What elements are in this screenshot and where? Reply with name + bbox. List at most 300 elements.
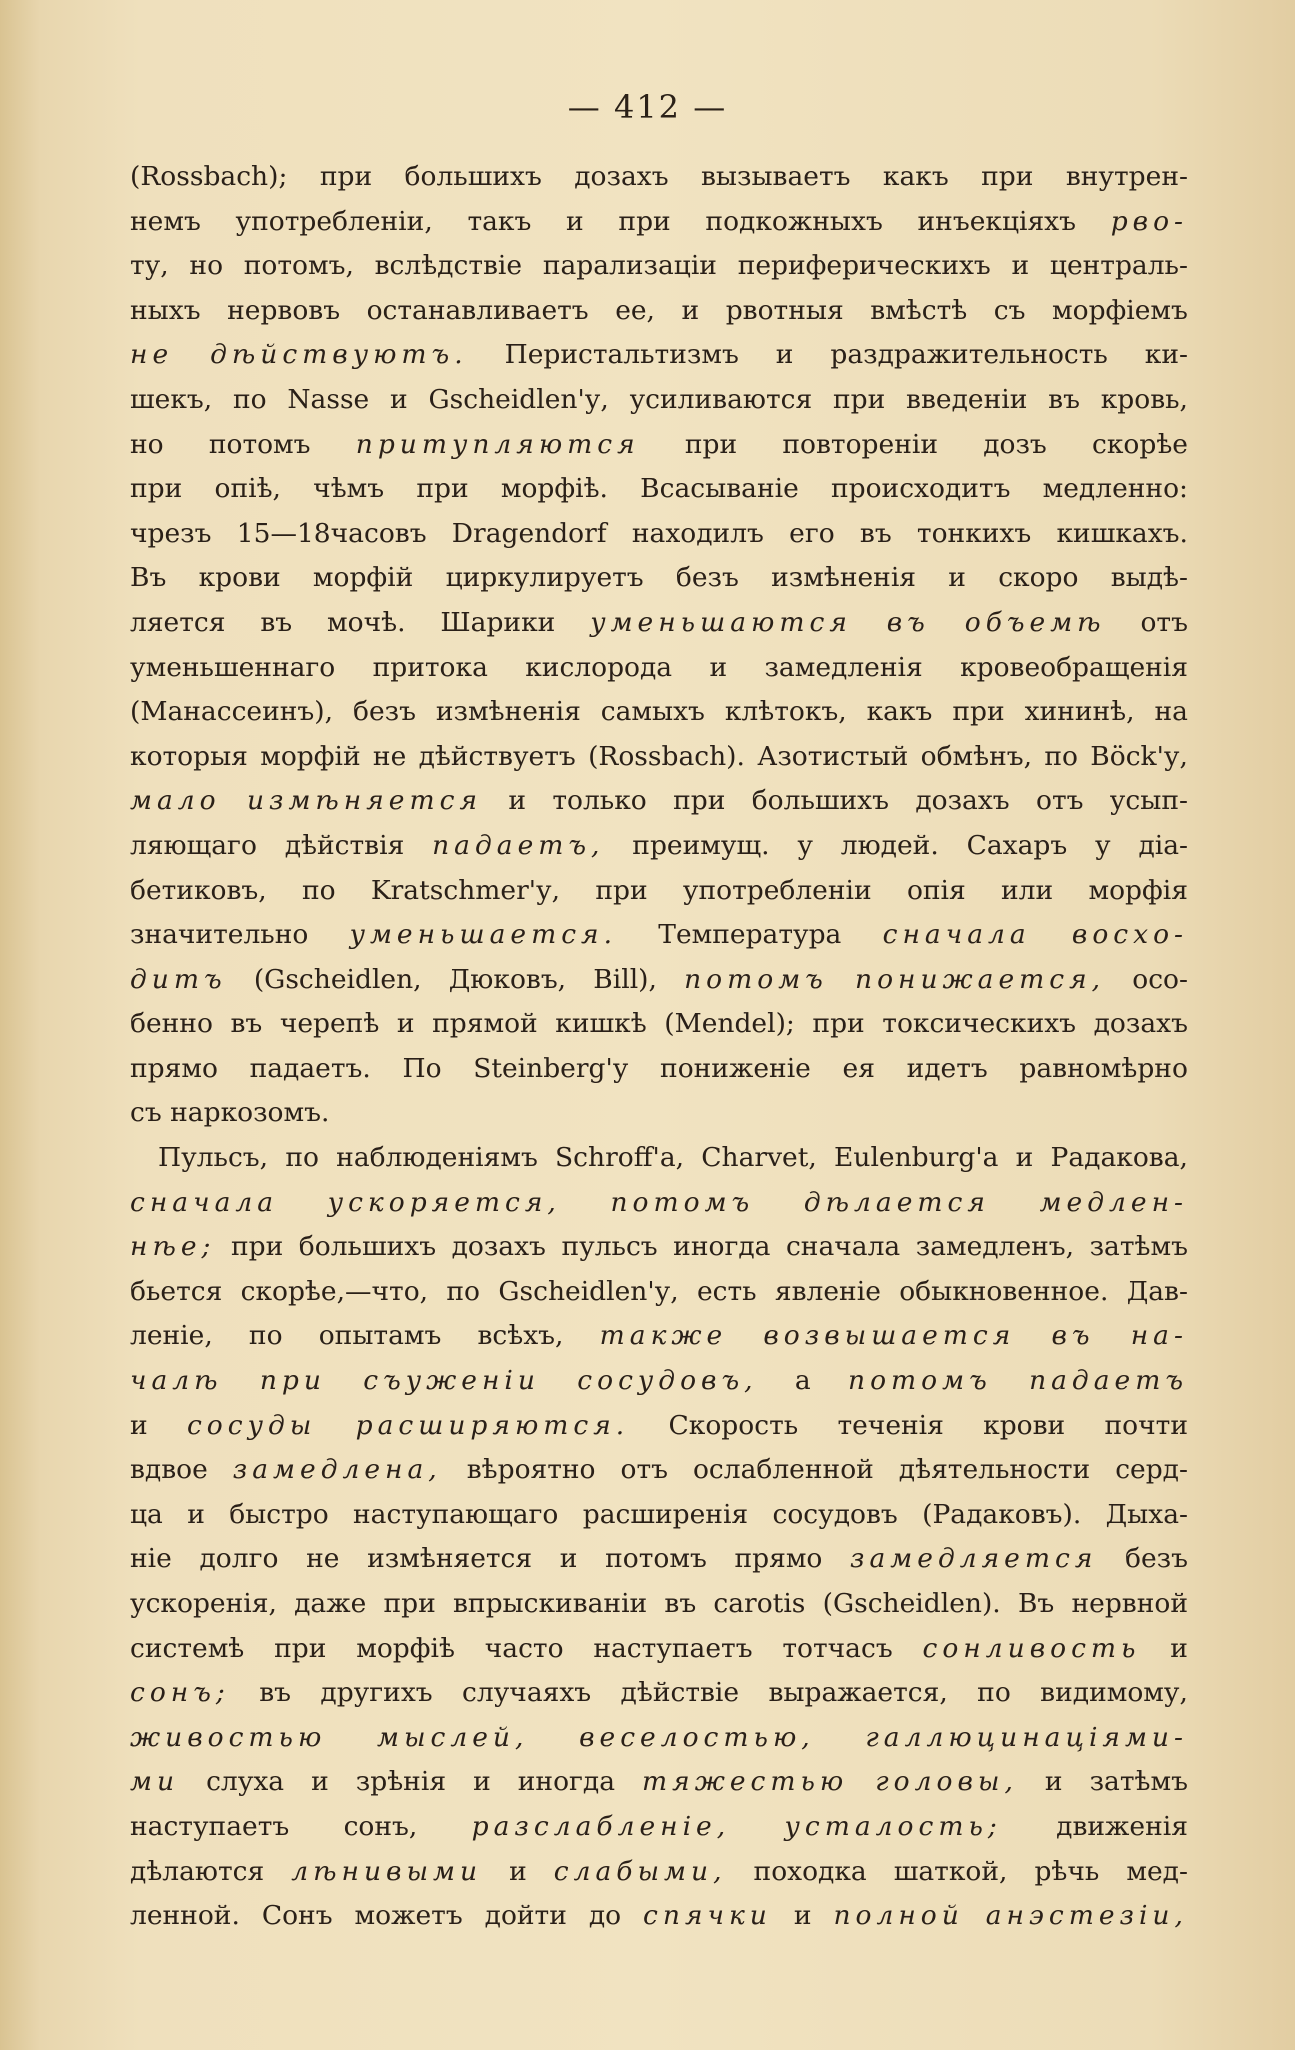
text-line — [130, 1671, 1188, 1716]
word: раздражительность — [830, 339, 1108, 371]
text-line — [130, 289, 1188, 334]
word: наступаетъ — [593, 1632, 753, 1664]
word: большихъ — [298, 1231, 437, 1263]
word: сначала — [785, 1231, 901, 1263]
word: шекъ, — [130, 383, 213, 415]
word: преимущ. — [632, 829, 770, 861]
word: по — [1044, 740, 1078, 772]
spaced-emphasis-word: усталость; — [784, 1810, 1002, 1842]
word: пульсъ — [561, 1231, 658, 1263]
word: вѣроятно — [466, 1454, 596, 1486]
text-line — [130, 779, 1188, 824]
word: ослабленной — [692, 1454, 874, 1486]
spaced-emphasis-word: при — [259, 1365, 326, 1397]
word: Перистальтизмъ — [504, 339, 739, 371]
word: по — [232, 383, 267, 415]
spaced-emphasis-word: замедлена, — [232, 1454, 442, 1486]
spaced-emphasis-word: потомъ — [610, 1186, 755, 1218]
spaced-emphasis-word: уменьшается. — [349, 919, 618, 951]
word: хининѣ, — [1024, 696, 1135, 728]
word: ныхъ — [130, 294, 201, 326]
word: вызываетъ — [701, 161, 851, 192]
word: у — [1095, 829, 1111, 861]
word: наступающаго — [353, 1498, 559, 1530]
word: серд- — [1115, 1454, 1188, 1486]
word: Gscheidlen'у, — [428, 383, 609, 415]
word: (Gscheidlen). — [822, 1588, 1001, 1619]
word: въ — [259, 1677, 292, 1709]
word: и — [1044, 1766, 1063, 1798]
word: по — [285, 1142, 319, 1174]
word: кишкѣ — [555, 1008, 647, 1040]
word: пониженіе — [660, 1052, 811, 1084]
word: морфій — [312, 562, 414, 594]
word: сосудовъ — [772, 1498, 898, 1530]
word: (Rossbach). — [588, 740, 745, 772]
word: Bill), — [593, 963, 657, 995]
text-line — [130, 1314, 1188, 1359]
word: дѣятельности — [898, 1454, 1091, 1486]
word: по — [248, 1320, 283, 1352]
word: употребленіи, — [235, 205, 433, 237]
word: морфіѣ. — [500, 473, 608, 505]
word: внутрен- — [1065, 161, 1188, 192]
word: дѣйствіе — [620, 1677, 740, 1709]
word: людей. — [840, 829, 939, 861]
word: carotis — [713, 1588, 806, 1619]
word: и — [775, 339, 794, 371]
word: тотчасъ — [782, 1632, 893, 1664]
word: по — [446, 1275, 481, 1307]
word: Kratschmer'у, — [370, 874, 561, 906]
word: при — [684, 428, 738, 460]
spaced-emphasis-word: ускоряется, — [327, 1186, 561, 1218]
word: кишкахъ. — [1056, 517, 1188, 549]
word: слуха — [206, 1766, 285, 1798]
word: до — [588, 1900, 622, 1932]
word: Температура — [658, 919, 842, 951]
word: впрыскиваніи — [452, 1588, 648, 1619]
text-line — [130, 1225, 1188, 1270]
word: долго — [199, 1543, 279, 1575]
word: въ — [260, 606, 293, 638]
word: находилъ — [631, 517, 764, 549]
word: инъекціяхъ — [917, 205, 1076, 237]
word: периферическихъ — [737, 250, 991, 282]
word: въ — [230, 1008, 263, 1040]
spaced-emphasis-word: падаетъ — [1029, 1365, 1188, 1397]
word: тонкихъ — [916, 517, 1032, 549]
spaced-emphasis-word: нѣе; — [130, 1231, 216, 1263]
word: черепѣ — [279, 1008, 380, 1040]
spaced-emphasis-word: дѣйствуютъ. — [210, 339, 468, 371]
word: употребленіи — [682, 874, 872, 906]
text-line — [130, 1582, 1188, 1627]
word: Въ — [1017, 1588, 1055, 1619]
text-line — [130, 333, 1188, 378]
word: Nasse — [287, 383, 370, 415]
word: вдвое — [130, 1454, 208, 1486]
word: вмѣстѣ — [870, 294, 968, 326]
word: мочѣ. — [327, 606, 406, 638]
word: часто — [484, 1632, 564, 1664]
word: даже — [294, 1588, 367, 1619]
spaced-emphasis-word: разслабленіе, — [471, 1810, 731, 1842]
word: Въ — [130, 562, 167, 594]
word: усиливаются — [629, 383, 813, 415]
text-line — [130, 155, 1188, 200]
text-line — [130, 1850, 1188, 1895]
text-line — [130, 1359, 1188, 1404]
text-line — [130, 1894, 1188, 1939]
word: какъ — [882, 161, 949, 192]
word: и — [1170, 1632, 1188, 1664]
word: морфія — [1088, 874, 1188, 906]
word: скоро — [998, 562, 1079, 594]
spaced-emphasis-word: медлен- — [1039, 1186, 1188, 1218]
text-line — [130, 1493, 1188, 1538]
word: обмѣнъ, — [920, 740, 1033, 772]
spaced-emphasis-word: ми — [130, 1766, 180, 1798]
word: (Манассеинъ), — [130, 696, 334, 728]
word: наступаетъ — [130, 1810, 290, 1842]
word: дѣйствія — [284, 829, 405, 861]
word: при — [319, 161, 373, 192]
word: дозахъ — [1093, 1008, 1188, 1040]
word: кислорода — [525, 651, 673, 683]
word: большихъ — [404, 161, 542, 192]
word: нервной — [1071, 1588, 1188, 1619]
word: при — [274, 1632, 327, 1664]
word: при — [130, 473, 183, 505]
spaced-emphasis-word: слабыми, — [553, 1855, 727, 1887]
word: немъ — [130, 205, 201, 237]
text-line — [130, 1627, 1188, 1672]
word: измѣненія — [435, 696, 581, 728]
word: сонъ, — [343, 1810, 418, 1842]
spaced-emphasis-word: сосуды — [186, 1409, 317, 1441]
spaced-emphasis-word: на- — [1130, 1320, 1188, 1352]
word: потомъ — [605, 1543, 707, 1575]
word: парализаціи — [542, 250, 717, 282]
text-line — [130, 1760, 1188, 1805]
spaced-emphasis-word: восхо- — [1071, 919, 1188, 951]
word: отъ — [1140, 606, 1188, 638]
text-line — [130, 1136, 1188, 1181]
word: не — [306, 1543, 340, 1575]
spaced-emphasis-word: съуженіи — [363, 1365, 540, 1397]
word: 15—18часовъ — [236, 517, 427, 549]
word: По — [402, 1052, 442, 1084]
word: при — [832, 383, 886, 415]
word: чѣмъ — [313, 473, 385, 505]
word: осо- — [1132, 963, 1188, 995]
text-line — [130, 958, 1188, 1003]
spaced-emphasis-word: анэстезіи, — [985, 1900, 1188, 1932]
word: самыхъ — [600, 696, 705, 728]
word: не — [372, 740, 407, 772]
word: происходитъ — [830, 473, 1011, 505]
word: безъ — [1125, 1543, 1188, 1575]
word: другихъ — [320, 1677, 433, 1709]
text-line — [130, 1047, 1188, 1092]
word: Schroff'а, — [555, 1142, 685, 1174]
word: дозахъ — [451, 1231, 546, 1263]
spaced-emphasis-word: сначала — [882, 919, 1031, 951]
word: дозахъ — [915, 785, 1010, 817]
page-number: — 412 — — [567, 88, 728, 126]
spaced-emphasis-word: галлюцинаціями- — [865, 1721, 1188, 1753]
word: съ — [130, 1097, 162, 1129]
word: есть — [696, 1275, 757, 1307]
word: всѣхъ, — [477, 1320, 564, 1352]
spaced-emphasis-word: тяжестью — [642, 1766, 849, 1798]
word: скорѣе,—что, — [240, 1275, 429, 1307]
word: обыкновенное. — [899, 1275, 1109, 1307]
word: въ — [859, 517, 892, 549]
word: чрезъ — [130, 517, 212, 549]
word: измѣненія — [771, 562, 917, 594]
word: почти — [1104, 1409, 1188, 1441]
word: Сахаръ — [966, 829, 1068, 861]
spaced-emphasis-word: замедляется — [850, 1543, 1098, 1575]
word: ляется — [130, 606, 226, 638]
spaced-emphasis-word: живостью — [130, 1721, 327, 1753]
spaced-emphasis-word: веселостью, — [579, 1721, 815, 1753]
word: случаяхъ — [462, 1677, 592, 1709]
word: и — [508, 785, 527, 817]
text-line — [130, 824, 1188, 869]
word: усып- — [1109, 785, 1188, 817]
word: медленно: — [1042, 473, 1188, 505]
word: быстро — [229, 1498, 329, 1530]
spaced-emphasis-word: мало — [130, 785, 221, 817]
word: потомъ — [208, 428, 311, 460]
word: притока — [372, 651, 488, 683]
word: движенія — [1056, 1810, 1188, 1842]
word: опія — [906, 874, 966, 906]
text-line — [130, 1091, 1188, 1136]
word: можетъ — [354, 1900, 463, 1932]
word: морфіѣ — [356, 1632, 455, 1664]
word: явленіе — [774, 1275, 881, 1307]
word: какъ — [866, 696, 933, 728]
spaced-emphasis-word: спячки — [643, 1900, 772, 1932]
word: иногда — [673, 1231, 771, 1263]
word: и — [681, 294, 700, 326]
text-line — [130, 690, 1188, 735]
spaced-emphasis-word: сонъ; — [130, 1677, 230, 1709]
word: ускоренія, — [130, 1588, 277, 1619]
word: и — [1015, 1142, 1034, 1174]
word: падаетъ. — [249, 1052, 371, 1084]
word: и — [793, 1900, 812, 1932]
text-line — [130, 423, 1188, 468]
text-line — [130, 1805, 1188, 1850]
word: и — [948, 562, 966, 594]
word: ляющаго — [130, 829, 257, 861]
word: и — [130, 1409, 148, 1441]
word: клѣтокъ, — [724, 696, 847, 728]
word: Eulenburg'а — [834, 1142, 999, 1174]
spaced-emphasis-word: притупляются — [355, 428, 640, 460]
spaced-emphasis-word: дитъ — [130, 963, 227, 995]
spaced-emphasis-word: потомъ — [848, 1365, 992, 1397]
spaced-emphasis-word: понижается, — [855, 963, 1106, 995]
spaced-emphasis-word: въ — [1051, 1320, 1095, 1352]
word: или — [1001, 874, 1054, 906]
text-line — [130, 913, 1188, 958]
word: морфій — [260, 740, 361, 772]
word: прямо — [130, 1052, 218, 1084]
spaced-emphasis-word: полной — [833, 1900, 964, 1932]
word: Шарики — [440, 606, 556, 638]
word: Пульсъ, — [158, 1142, 269, 1174]
text-line — [130, 378, 1188, 423]
word: отъ — [620, 1454, 668, 1486]
text-line — [130, 646, 1188, 691]
word: введеніи — [906, 383, 1028, 415]
word: мед- — [1126, 1855, 1188, 1887]
word: Всасываніе — [640, 473, 799, 505]
word: Böck'у, — [1090, 740, 1188, 772]
spaced-emphasis-word: чалѣ — [130, 1365, 223, 1397]
body-text — [130, 155, 1188, 1939]
word: дозъ — [983, 428, 1047, 460]
word: а — [794, 1365, 811, 1397]
word: и — [396, 1008, 415, 1040]
word: (Rossbach); — [130, 161, 288, 192]
word: діа- — [1138, 829, 1188, 861]
word: теченія — [837, 1409, 944, 1441]
word: останавливаетъ — [366, 294, 589, 326]
word: отъ — [1035, 785, 1084, 817]
word: и — [473, 1766, 491, 1798]
word: дѣлаются — [130, 1855, 265, 1887]
word: Радакова, — [1050, 1142, 1188, 1174]
text-line — [130, 735, 1188, 780]
word: бьется — [130, 1275, 223, 1307]
text-line — [130, 244, 1188, 289]
word: централь- — [1049, 250, 1188, 282]
spaced-emphasis-word: уменьшаются — [590, 606, 852, 638]
word: (Mendel); — [664, 1008, 795, 1040]
word: значительно — [130, 919, 309, 951]
word: безъ — [352, 696, 416, 728]
spaced-emphasis-word: измѣняется — [246, 785, 483, 817]
word: потомъ, — [243, 250, 354, 282]
word: и — [559, 1543, 578, 1575]
word: ца — [130, 1498, 163, 1530]
word: прямо — [734, 1543, 823, 1575]
word: уменьшеннаго — [130, 651, 336, 683]
word: ее, — [615, 294, 655, 326]
word: и — [1011, 250, 1030, 282]
word: замедленъ, — [915, 1231, 1075, 1263]
word: опытамъ — [318, 1320, 442, 1352]
word: Дыха- — [1105, 1498, 1188, 1530]
word: кровеобращенія — [960, 651, 1188, 683]
word: и — [311, 1766, 329, 1798]
word: въ — [1048, 383, 1080, 415]
word: ту, — [130, 250, 169, 282]
word: ленной. — [130, 1900, 240, 1932]
spaced-emphasis-word: лѣнивыми — [291, 1855, 483, 1887]
text-line — [130, 1002, 1188, 1047]
word: и — [509, 1855, 527, 1887]
word: у — [797, 829, 813, 861]
word: и — [390, 383, 408, 415]
word: скорѣе — [1092, 428, 1188, 460]
spaced-emphasis-word: сонливость — [922, 1632, 1141, 1664]
word: Скорость — [668, 1409, 799, 1441]
word: при — [416, 473, 469, 505]
word: рвотныя — [725, 294, 844, 326]
spaced-emphasis-word: въ — [886, 606, 930, 638]
word: Сонъ — [261, 1900, 333, 1932]
word: морфіемъ — [1052, 294, 1188, 326]
word: бетиковъ, — [130, 874, 267, 906]
word: при — [673, 785, 726, 817]
word: Дюковъ, — [448, 963, 567, 995]
word: при — [952, 696, 1005, 728]
word: крови — [198, 562, 281, 594]
text-line — [130, 512, 1188, 557]
word: наблюденіямъ — [336, 1142, 538, 1174]
spaced-emphasis-word: объемѣ — [964, 606, 1106, 638]
word: но — [130, 428, 164, 460]
word: большихъ — [751, 785, 889, 817]
text-line — [130, 467, 1188, 512]
word: дойти — [484, 1900, 567, 1932]
word: рѣчь — [1034, 1855, 1100, 1887]
word: такъ — [467, 205, 532, 237]
word: его — [789, 517, 835, 549]
word: Dragendorf — [451, 517, 607, 549]
word: при — [595, 874, 648, 906]
word: но — [189, 250, 224, 282]
word: Gscheidlen'у, — [498, 1275, 679, 1307]
word: видимому, — [1040, 1677, 1188, 1709]
word: кровь, — [1100, 383, 1188, 415]
word: наркозомъ. — [170, 1097, 330, 1129]
word: Charvet, — [701, 1142, 817, 1174]
spaced-emphasis-word: дѣлается — [803, 1186, 990, 1218]
word: при — [812, 1008, 865, 1040]
text-line — [130, 556, 1188, 601]
word: дозахъ — [574, 161, 669, 192]
spaced-emphasis-word: головы, — [875, 1766, 1018, 1798]
word: подкожныхъ — [705, 205, 883, 237]
spaced-emphasis-word: расширяются. — [355, 1409, 630, 1441]
spaced-emphasis-word: также — [599, 1320, 728, 1352]
word: затѣмъ — [1089, 1231, 1188, 1263]
spaced-emphasis-word: сосудовъ, — [577, 1365, 758, 1397]
word: при — [230, 1231, 284, 1263]
word: при — [383, 1588, 436, 1619]
word: ея — [842, 1052, 875, 1084]
word: и — [187, 1498, 205, 1530]
word: зрѣнія — [355, 1766, 447, 1798]
spaced-emphasis-word: падаетъ, — [432, 829, 605, 861]
word: Steinberg'у — [473, 1052, 629, 1084]
word: въ — [664, 1588, 697, 1619]
word: замедленія — [764, 651, 923, 683]
word: шаткой, — [893, 1855, 1008, 1887]
word: и — [566, 205, 584, 237]
spaced-emphasis-word: потомъ — [684, 963, 828, 995]
word: леніе, — [130, 1320, 213, 1352]
